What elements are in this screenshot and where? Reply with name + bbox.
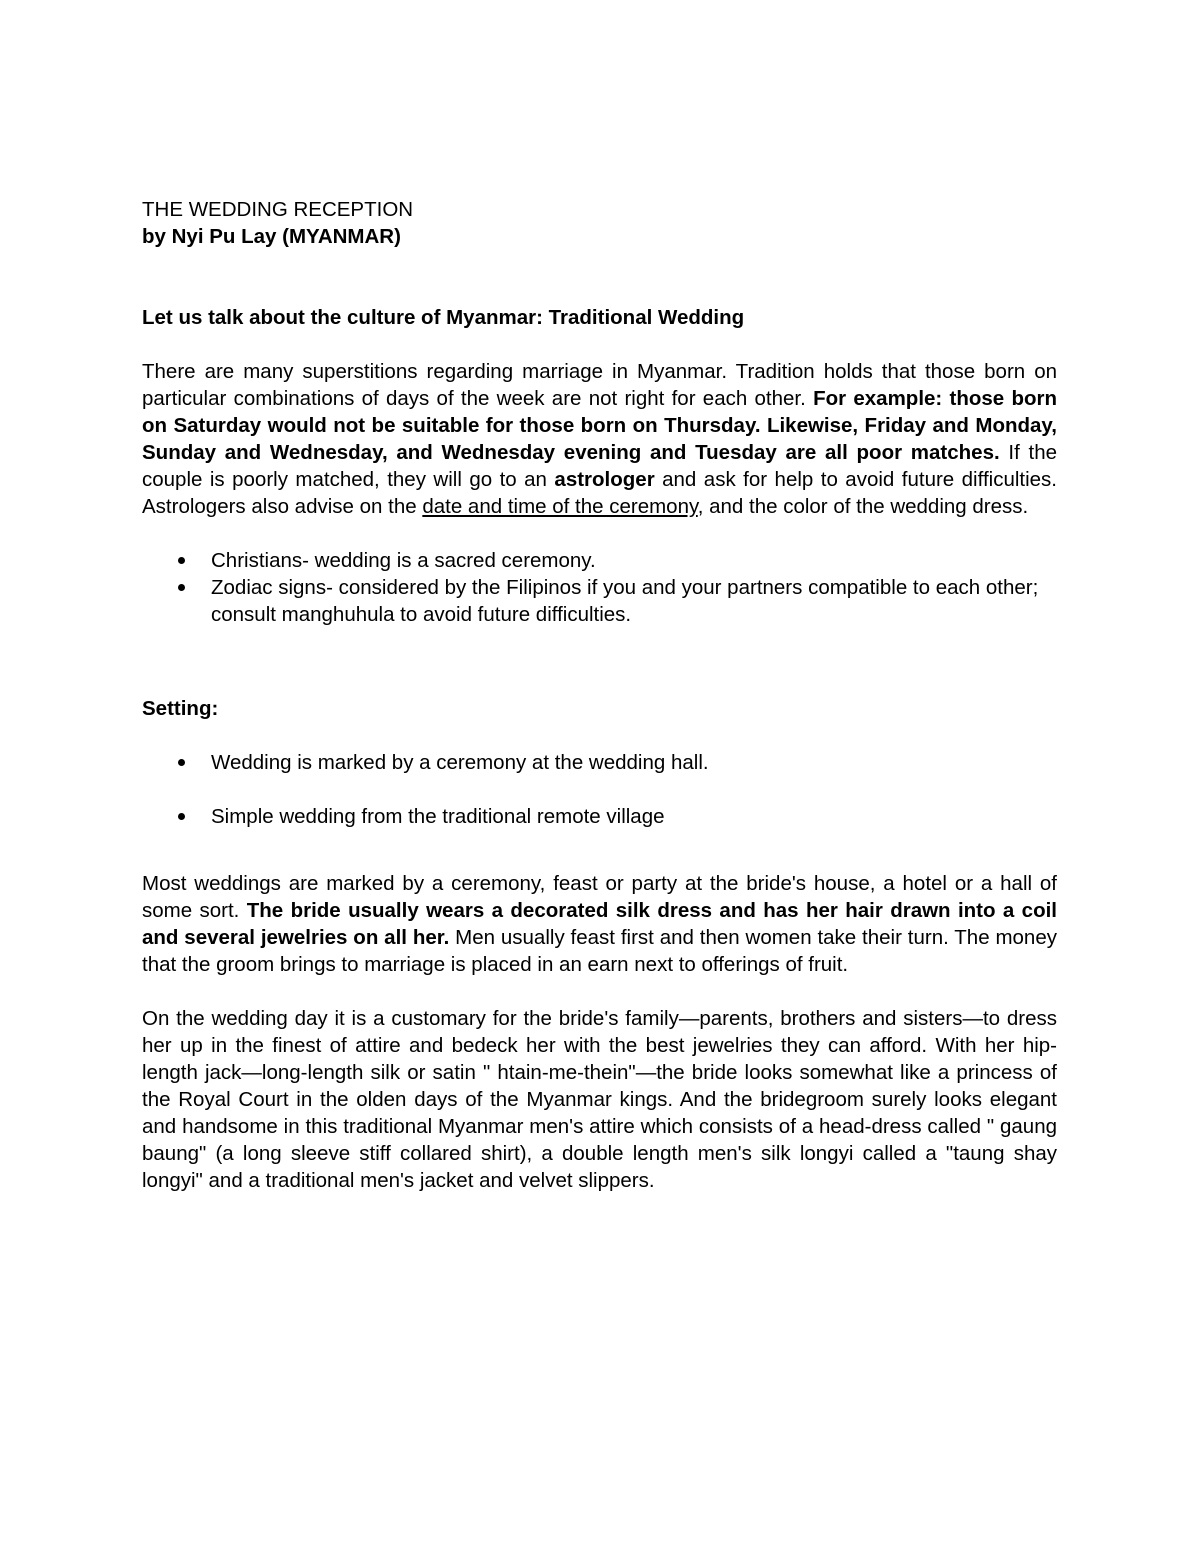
intro-underlined-date: date and time of the ceremony (422, 495, 698, 518)
intro-bold-astrologer: astrologer (554, 468, 655, 491)
document-author: by Nyi Pu Lay (MYANMAR) (142, 225, 401, 248)
list-item-text: Simple wedding from the traditional remote village (211, 805, 665, 828)
intro-bold-example: For example: those born on Saturday would not be suitable for those born on Thursday. Likewise, Friday and Monday, Sunday and Wednesday, and Wednesday evening and Tuesday are all poor matches. (142, 387, 1057, 464)
list-item (142, 803, 1057, 830)
list-item-text: Christians- wedding is a sacred ceremony. (211, 549, 596, 572)
list-item (142, 749, 1057, 776)
bullet-icon (178, 759, 185, 766)
intro-text-4: , and the color of the wedding dress. (697, 495, 1029, 518)
wedding-bold-bride: The bride usually wears a decorated silk dress and has her hair drawn into a coil and several jewelries on all her. (142, 899, 1057, 949)
bullet-list-beliefs (142, 547, 1057, 628)
list-item (142, 574, 1057, 628)
bullet-icon (178, 584, 185, 591)
bullet-list-setting (142, 749, 1057, 830)
intro-paragraph (142, 358, 1057, 520)
list-item-text: Wedding is marked by a ceremony at the wedding hall. (211, 751, 709, 774)
setting-heading: Setting: (142, 697, 219, 720)
list-item-text: Zodiac signs- considered by the Filipinos if you and your partners compatible to each other; consult manghuhula to avoid future difficulties. (211, 576, 1039, 626)
wedding-paragraph (142, 870, 1057, 978)
intro-text-2: If the couple is poorly matched, they will go to an (142, 441, 1057, 491)
document-page (142, 196, 1057, 1194)
wedding-text-2: Men usually feast first and then women take their turn. The money that the groom brings to marriage is placed in an earn next to offerings of fruit. (142, 926, 1057, 976)
intro-text-3: and ask for help to avoid future difficulties. Astrologers also advise on the (142, 468, 1057, 518)
bullet-icon (178, 813, 185, 820)
wedding-text-1: Most weddings are marked by a ceremony, feast or party at the bride's house, a hotel or a hall of some sort. (142, 872, 1057, 922)
list-item (142, 547, 1057, 574)
wedding-day-paragraph: On the wedding day it is a customary for the bride's family—parents, brothers and sisters—to dress her up in the finest of attire and bedeck her with the best jewelries they can afford. With her hip-length jack—long-length silk or satin " htain-me-thein"—the bride looks somewhat like a princess of the Royal Court in the olden days of the Myanmar kings. And the bridegroom surely looks elegant and handsome in this traditional Myanmar men's attire which consists of a head-dress called " gaung baung" (a long sleeve stiff collared shirt), a double length men's silk longyi called a "taung shay longyi" and a traditional men's jacket and velvet slippers. (142, 1007, 1057, 1192)
section-heading: Let us talk about the culture of Myanmar: Traditional Wedding (142, 306, 745, 329)
bullet-icon (178, 557, 185, 564)
intro-text-1: There are many superstitions regarding marriage in Myanmar. Tradition holds that those born on particular combinations of days of the week are not right for each other. (142, 360, 1057, 410)
document-title: THE WEDDING RECEPTION (142, 198, 414, 221)
